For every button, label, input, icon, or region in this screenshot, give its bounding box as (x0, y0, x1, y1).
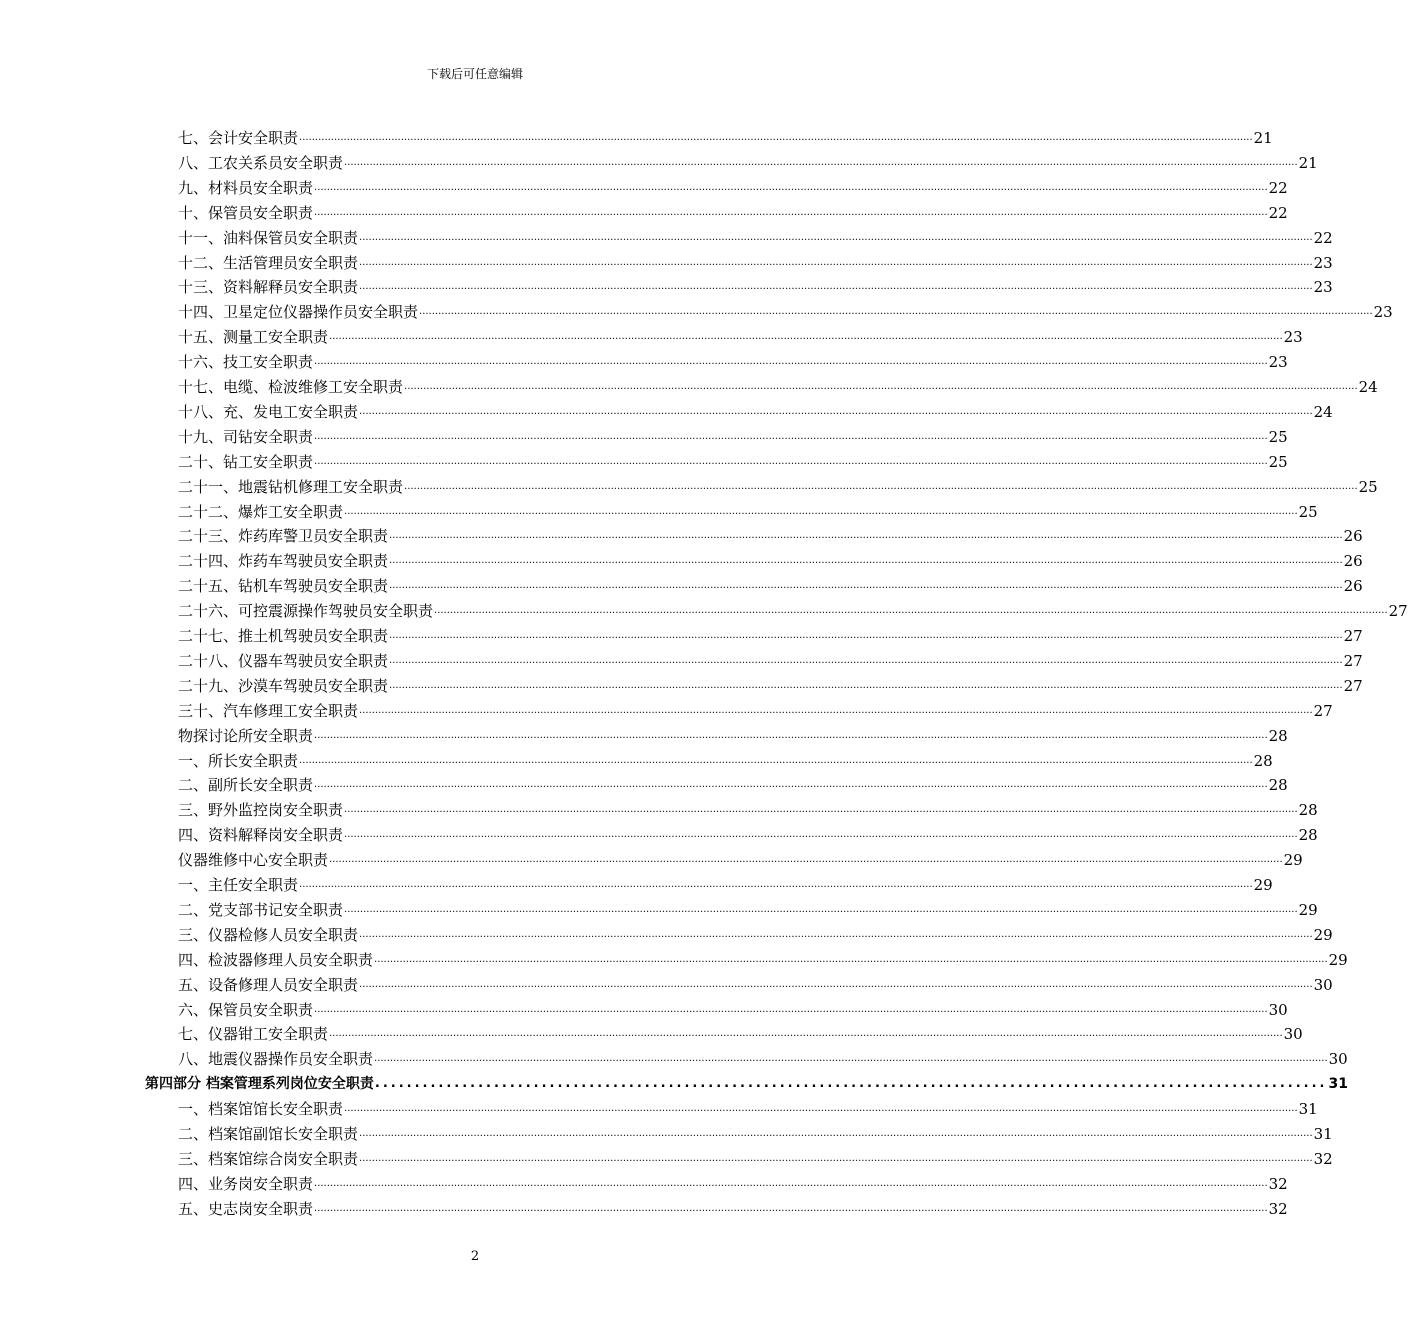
toc-entry[interactable] (178, 348, 1288, 372)
toc-entry[interactable] (178, 224, 1333, 248)
toc-entry[interactable] (178, 124, 1273, 148)
toc-entry-page: 28 (1298, 826, 1318, 844)
dot-leader: ............................................................................................................................................................................................................................................................................................................ (389, 680, 1343, 691)
toc-entry-title: 七、仪器钳工安全职责 (178, 1025, 329, 1043)
toc-entry-page: 29 (1298, 901, 1318, 919)
toc-entry-page: 23 (1283, 328, 1303, 346)
toc-entry-page: 27 (1343, 677, 1363, 695)
toc-entry-title: 五、史志岗安全职责 (178, 1200, 314, 1218)
toc-entry-page: 32 (1313, 1150, 1333, 1168)
toc-entry-page: 26 (1343, 577, 1363, 595)
dot-leader: ............................................................................................................................................................................................................................................................................................................ (299, 755, 1253, 766)
toc-entry-page: 31 (1328, 1076, 1348, 1092)
toc-entry-page: 23 (1373, 303, 1393, 321)
toc-entry-title: 二十四、炸药车驾驶员安全职责 (178, 552, 389, 570)
toc-entry-page: 25 (1358, 478, 1378, 496)
toc-entry-page: 25 (1268, 453, 1288, 471)
dot-leader: ............................................................................................................................................................................................................................................................................................................ (389, 555, 1343, 566)
toc-entry-page: 21 (1298, 154, 1318, 172)
dot-leader: ............................................................................................................................................................................................................................................................................................................ (374, 1053, 1328, 1064)
toc-entry-title: 八、工农关系员安全职责 (178, 154, 344, 172)
dot-leader: ........................................................................................................................ (374, 1076, 1328, 1091)
page-header: 下载后可任意编辑 (426, 67, 523, 81)
toc-entry-page: 27 (1388, 602, 1408, 620)
toc-entry-page: 32 (1268, 1175, 1288, 1193)
toc-entry[interactable] (178, 273, 1333, 297)
toc-entry-title: 十、保管员安全职责 (178, 204, 314, 222)
toc-entry-title: 三十、汽车修理工安全职责 (178, 702, 359, 720)
toc-entry-title: 七、会计安全职责 (178, 129, 299, 147)
toc-entry-title: 二十六、可控震源操作驾驶员安全职责 (178, 602, 434, 620)
toc-entry[interactable] (178, 1120, 1333, 1144)
toc-entry-title: 四、检波器修理人员安全职责 (178, 951, 374, 969)
toc-entry-page: 23 (1268, 353, 1288, 371)
toc-entry-title: 二十八、仪器车驾驶员安全职责 (178, 652, 389, 670)
toc-entry-page: 22 (1268, 204, 1288, 222)
toc-entry-title: 十四、卫星定位仪器操作员安全职责 (178, 303, 419, 321)
toc-entry-page: 31 (1313, 1125, 1333, 1143)
toc-entry-title: 十五、测量工安全职责 (178, 328, 329, 346)
dot-leader: ............................................................................................................................................................................................................................................................................................................ (389, 580, 1343, 591)
toc-entry-page: 28 (1298, 801, 1318, 819)
toc-entry[interactable] (178, 722, 1288, 746)
toc-entry[interactable] (178, 373, 1378, 397)
toc-entry-page: 30 (1313, 976, 1333, 994)
toc-entry[interactable] (178, 771, 1288, 795)
toc-entry-page: 25 (1298, 503, 1318, 521)
toc-entry-page: 31 (1298, 1100, 1318, 1118)
dot-leader: ............................................................................................................................................................................................................................................................................................................ (389, 530, 1343, 541)
toc-entry-title: 八、地震仪器操作员安全职责 (178, 1050, 374, 1068)
toc-entry[interactable] (178, 174, 1288, 198)
dot-leader: ............................................................................................................................................................................................................................................................................................................ (359, 929, 1313, 940)
dot-leader: ............................................................................................................................................................................................................................................................................................................ (359, 705, 1313, 716)
toc-entry-page: 24 (1358, 378, 1378, 396)
toc-entry[interactable] (178, 622, 1363, 646)
page-number: 2 (470, 1249, 480, 1264)
toc-entry[interactable] (178, 547, 1363, 571)
toc-entry-title: 四、业务岗安全职责 (178, 1175, 314, 1193)
toc-entry-page: 25 (1268, 428, 1288, 446)
toc-entry-title: 十六、技工安全职责 (178, 353, 314, 371)
dot-leader: ............................................................................................................................................................................................................................................................................................................ (314, 207, 1268, 218)
toc-entry[interactable] (178, 522, 1363, 546)
dot-leader: ............................................................................................................................................................................................................................................................................................................ (329, 854, 1283, 865)
dot-leader: ............................................................................................................................................................................................................................................................................................................ (404, 381, 1358, 392)
toc-entry[interactable] (178, 946, 1348, 970)
dot-leader: ............................................................................................................................................................................................................................................................................................................ (359, 1128, 1313, 1139)
toc-entry-page: 29 (1328, 951, 1348, 969)
dot-leader: ............................................................................................................................................................................................................................................................................................................ (419, 306, 1373, 317)
dot-leader: ............................................................................................................................................................................................................................................................................................................ (314, 1004, 1268, 1015)
toc-entry[interactable] (178, 473, 1378, 497)
toc-entry-title: 二十七、推土机驾驶员安全职责 (178, 627, 389, 645)
toc-entry-page: 30 (1328, 1050, 1348, 1068)
toc-entry-page: 32 (1268, 1200, 1288, 1218)
dot-leader: ............................................................................................................................................................................................................................................................................................................ (389, 655, 1343, 666)
toc-entry[interactable] (178, 498, 1318, 522)
toc-entry[interactable] (178, 697, 1333, 721)
toc-entry-title: 十七、电缆、检波维修工安全职责 (178, 378, 404, 396)
toc-entry-title: 三、野外监控岗安全职责 (178, 801, 344, 819)
dot-leader: ............................................................................................................................................................................................................................................................................................................ (314, 1178, 1268, 1189)
toc-entry-title: 三、仪器检修人员安全职责 (178, 926, 359, 944)
toc-entry[interactable] (178, 871, 1273, 895)
dot-leader: ............................................................................................................................................................................................................................................................................................................ (344, 1103, 1298, 1114)
toc-entry-title: 六、保管员安全职责 (178, 1001, 314, 1019)
toc-entry-page: 27 (1343, 652, 1363, 670)
toc-entry[interactable] (178, 896, 1318, 920)
dot-leader: ............................................................................................................................................................................................................................................................................................................ (299, 879, 1253, 890)
toc-entry[interactable] (178, 1095, 1318, 1119)
toc-entry[interactable] (178, 398, 1333, 422)
toc-entry[interactable] (178, 323, 1303, 347)
dot-leader: ............................................................................................................................................................................................................................................................................................................ (314, 456, 1268, 467)
toc-entry[interactable] (178, 1195, 1288, 1219)
toc-entry-page: 22 (1313, 229, 1333, 247)
dot-leader: ............................................................................................................................................................................................................................................................................................................ (359, 232, 1313, 243)
toc-entry-title: 二十三、炸药库警卫员安全职责 (178, 527, 389, 545)
toc-part-entry[interactable] (145, 1070, 1348, 1094)
toc-entry-title: 二、档案馆副馆长安全职责 (178, 1125, 359, 1143)
toc-entry-title: 三、档案馆综合岗安全职责 (178, 1150, 359, 1168)
toc-entry-title: 仪器维修中心安全职责 (178, 851, 329, 869)
toc-entry[interactable] (178, 448, 1288, 472)
dot-leader: ............................................................................................................................................................................................................................................................................................................ (299, 132, 1253, 143)
toc-entry[interactable] (178, 1170, 1288, 1194)
toc-entry[interactable] (178, 821, 1318, 845)
toc-entry-page: 30 (1268, 1001, 1288, 1019)
dot-leader: ............................................................................................................................................................................................................................................................................................................ (314, 730, 1268, 741)
toc-entry-title: 二、副所长安全职责 (178, 776, 314, 794)
dot-leader: ............................................................................................................................................................................................................................................................................................................ (344, 904, 1298, 915)
toc-entry-page: 26 (1343, 552, 1363, 570)
toc-entry-page: 28 (1268, 776, 1288, 794)
dot-leader: ............................................................................................................................................................................................................................................................................................................ (314, 356, 1268, 367)
toc-entry-page: 23 (1313, 254, 1333, 272)
toc-entry-page: 29 (1253, 876, 1273, 894)
toc-entry[interactable] (178, 597, 1408, 621)
dot-leader: ............................................................................................................................................................................................................................................................................................................ (344, 829, 1298, 840)
dot-leader: ............................................................................................................................................................................................................................................................................................................ (359, 1153, 1313, 1164)
toc-entry[interactable] (178, 747, 1273, 771)
dot-leader: ............................................................................................................................................................................................................................................................................................................ (389, 630, 1343, 641)
toc-entry[interactable] (178, 572, 1363, 596)
toc-entry[interactable] (178, 1145, 1333, 1169)
toc-entry[interactable] (178, 199, 1288, 223)
dot-leader: ............................................................................................................................................................................................................................................................................................................ (434, 605, 1388, 616)
toc-entry-page: 24 (1313, 403, 1333, 421)
toc-entry-title: 一、档案馆馆长安全职责 (178, 1100, 344, 1118)
toc-entry-page: 27 (1343, 627, 1363, 645)
toc-entry[interactable] (178, 249, 1333, 273)
toc-entry[interactable] (178, 921, 1333, 945)
toc-entry[interactable] (178, 996, 1288, 1020)
dot-leader: ............................................................................................................................................................................................................................................................................................................ (329, 1028, 1283, 1039)
toc-entry-title: 四、资料解释岗安全职责 (178, 826, 344, 844)
toc-entry-title: 二十二、爆炸工安全职责 (178, 503, 344, 521)
toc-entry[interactable] (178, 647, 1363, 671)
toc-entry-title: 十三、资料解释员安全职责 (178, 278, 359, 296)
toc-entry-page: 27 (1313, 702, 1333, 720)
dot-leader: ............................................................................................................................................................................................................................................................................................................ (314, 1203, 1268, 1214)
toc-entry[interactable] (178, 298, 1393, 322)
dot-leader: ............................................................................................................................................................................................................................................................................................................ (359, 979, 1313, 990)
toc-entry[interactable] (178, 796, 1318, 820)
toc-entry-title: 二十五、钻机车驾驶员安全职责 (178, 577, 389, 595)
dot-leader: ............................................................................................................................................................................................................................................................................................................ (329, 331, 1283, 342)
toc-entry-title: 二、党支部书记安全职责 (178, 901, 344, 919)
toc-entry-title: 五、设备修理人员安全职责 (178, 976, 359, 994)
toc-entry-title: 物探讨论所安全职责 (178, 727, 314, 745)
toc-entry-page: 28 (1253, 752, 1273, 770)
toc-entry[interactable] (178, 846, 1303, 870)
toc-entry-title: 一、主任安全职责 (178, 876, 299, 894)
toc-entry-title: 二十一、地震钻机修理工安全职责 (178, 478, 404, 496)
toc-entry[interactable] (178, 1045, 1348, 1069)
toc-entry-title: 第四部分 档案管理系列岗位安全职责 (145, 1076, 374, 1092)
toc-entry[interactable] (178, 1020, 1303, 1044)
toc-entry-title: 十九、司钻安全职责 (178, 428, 314, 446)
dot-leader: ............................................................................................................................................................................................................................................................................................................ (359, 257, 1313, 268)
dot-leader: ............................................................................................................................................................................................................................................................................................................ (314, 182, 1268, 193)
toc-entry-page: 28 (1268, 727, 1288, 745)
dot-leader: ............................................................................................................................................................................................................................................................................................................ (314, 431, 1268, 442)
toc-entry-page: 29 (1283, 851, 1303, 869)
dot-leader: ............................................................................................................................................................................................................................................................................................................ (344, 506, 1298, 517)
toc-entry-page: 26 (1343, 527, 1363, 545)
toc-entry[interactable] (178, 672, 1363, 696)
toc-entry[interactable] (178, 149, 1318, 173)
dot-leader: ............................................................................................................................................................................................................................................................................................................ (344, 804, 1298, 815)
toc-entry-title: 十八、充、发电工安全职责 (178, 403, 359, 421)
dot-leader: ............................................................................................................................................................................................................................................................................................................ (359, 406, 1313, 417)
toc-entry[interactable] (178, 423, 1288, 447)
toc-entry-title: 二十、钻工安全职责 (178, 453, 314, 471)
toc-entry-title: 九、材料员安全职责 (178, 179, 314, 197)
dot-leader: ............................................................................................................................................................................................................................................................................................................ (344, 157, 1298, 168)
toc-entry-title: 十二、生活管理员安全职责 (178, 254, 359, 272)
toc-entry-page: 29 (1313, 926, 1333, 944)
toc-entry-page: 30 (1283, 1025, 1303, 1043)
toc-entry-page: 22 (1268, 179, 1288, 197)
toc-entry-title: 一、所长安全职责 (178, 752, 299, 770)
dot-leader: ............................................................................................................................................................................................................................................................................................................ (314, 779, 1268, 790)
toc-entry[interactable] (178, 971, 1333, 995)
toc-entry-page: 21 (1253, 129, 1273, 147)
dot-leader: ............................................................................................................................................................................................................................................................................................................ (374, 954, 1328, 965)
toc-entry-page: 23 (1313, 278, 1333, 296)
dot-leader: ............................................................................................................................................................................................................................................................................................................ (359, 281, 1313, 292)
toc-entry-title: 十一、油料保管员安全职责 (178, 229, 359, 247)
toc-entry-title: 二十九、沙漠车驾驶员安全职责 (178, 677, 389, 695)
dot-leader: ............................................................................................................................................................................................................................................................................................................ (404, 481, 1358, 492)
